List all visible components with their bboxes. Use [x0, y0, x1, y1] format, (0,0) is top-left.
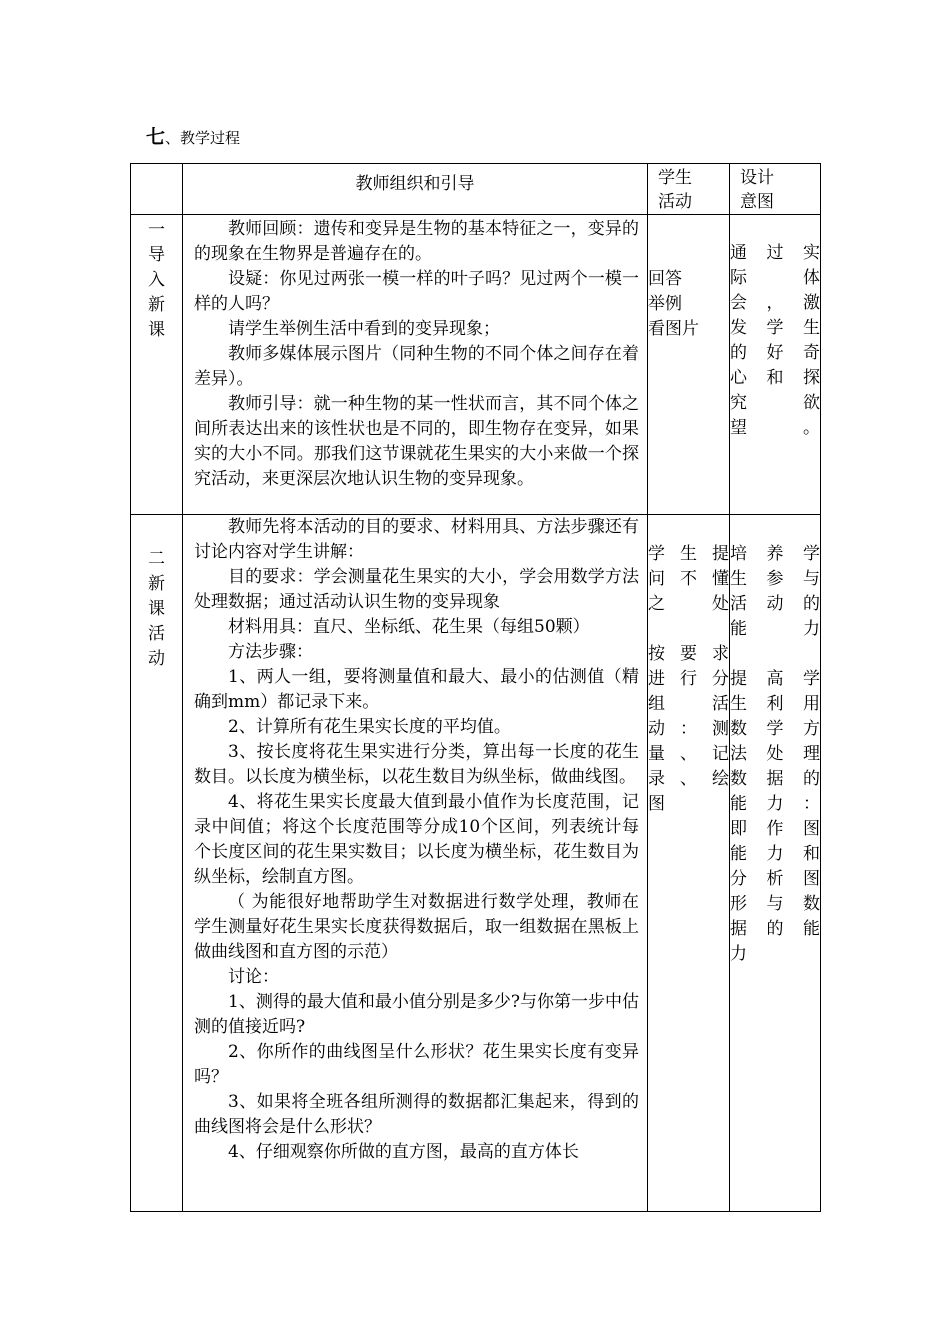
header-stage — [131, 164, 183, 215]
stage-char: 新 — [148, 574, 165, 594]
design-cell — [730, 215, 821, 515]
stage-char: 活 — [148, 624, 165, 644]
header-student — [648, 164, 730, 215]
design-line: 活动的 — [730, 594, 820, 614]
stage-char: 课 — [148, 320, 165, 340]
teacher-paragraph: 目的要求：学会测量花生果实的大小，学会用数学方法处理数据；通过活动认识生物的变异现象 — [194, 567, 639, 612]
design-line: 据的能 — [730, 919, 820, 939]
teacher-cell — [183, 215, 648, 515]
stage-cell — [131, 515, 183, 1212]
stage-char: 一 — [148, 220, 165, 240]
section-number: 七 — [146, 126, 166, 148]
design-line: 力 — [730, 944, 747, 964]
section-heading — [146, 126, 240, 149]
design-line: 数据的 — [730, 769, 820, 789]
student-line: 举例 — [648, 294, 682, 314]
header-student-line: 活动 — [658, 192, 692, 212]
design-cell — [730, 515, 821, 1212]
teacher-paragraph: 请学生举例生活中看到的变异现象； — [228, 319, 500, 339]
teacher-paragraph: 4、将花生果实长度最大值到最小值作为长度范围，记录中间值；将这个长度范围等分成10个区间，列表统计每个长度区间的花生果实数目；以长度为横坐标，花生数目为纵坐标，绘制直方图。 — [194, 792, 639, 887]
section-title: 、教学过程 — [165, 129, 241, 147]
design-line: 通过实 — [730, 243, 820, 263]
teacher-paragraph: 教师先将本活动的目的要求、材料用具、方法步骤还有讨论内容对学生讲解： — [194, 517, 639, 562]
teacher-paragraph: 教师回顾：遗传和变异是生物的基本特征之一，变异的的现象在生物界是普遍存在的。 — [194, 219, 639, 264]
design-line: 能力和 — [730, 844, 820, 864]
design-line: 法处理 — [730, 744, 820, 764]
table-row — [131, 515, 821, 1212]
student-line: 动：测 — [648, 719, 729, 739]
teaching-process-table — [130, 163, 821, 1212]
design-line: 际 体 — [730, 268, 820, 288]
teacher-paragraph: 3、如果将全班各组所测得的数据都汇集起来，得到的曲线图将会是什么形状？ — [194, 1092, 639, 1137]
teacher-paragraph: 1、两人一组，要将测量值和最大、最小的估测值（精确到mm）都记录下来。 — [194, 667, 639, 712]
stage-char: 导 — [148, 245, 165, 265]
stage-cell — [131, 215, 183, 515]
design-line: 心和探 — [730, 368, 820, 388]
header-design — [730, 164, 821, 215]
student-line: 组 活 — [648, 694, 729, 714]
stage-char: 课 — [148, 599, 165, 619]
student-line: 录、绘 — [648, 769, 729, 789]
teacher-paragraph: 3、按长度将花生果实进行分类，算出每一长度的花生数目。以长度为横坐标，以花生数目为纵坐标，做曲线图。 — [194, 742, 639, 787]
spacer — [648, 617, 729, 642]
teacher-paragraph: 2、计算所有花生果实长度的平均值。 — [228, 717, 511, 737]
header-student-line: 学生 — [658, 168, 692, 188]
student-line: 之处 — [648, 594, 729, 614]
design-line: 望。 — [730, 418, 820, 438]
table-header-row — [131, 164, 821, 215]
teacher-paragraph: 方法步骤： — [228, 642, 313, 662]
header-design-line: 设计 — [740, 168, 774, 188]
teacher-paragraph: 教师引导：就一种生物的某一性状而言，其不同个体之间所表达出来的该性状也是不同的，即生物存在变异，如果实的大小不同。那我们这节课就花生果实的大小来做一个探究活动，来更深层次地认识生物的变异现象。 — [194, 394, 639, 489]
teacher-paragraph: 设疑：你见过两张一模一样的叶子吗？见过两个一模一样的人吗？ — [194, 269, 639, 314]
design-line: 分析图 — [730, 869, 820, 889]
teacher-paragraph: 讨论： — [228, 967, 279, 987]
student-cell — [648, 215, 730, 515]
design-line: 即作图 — [730, 819, 820, 839]
header-design-line: 意图 — [740, 192, 774, 212]
design-line: 会，激 — [730, 293, 820, 313]
teacher-paragraph: 材料用具：直尺、坐标纸、花生果（每组50颗） — [228, 617, 590, 637]
design-line: 究 欲 — [730, 393, 820, 413]
stage-char: 动 — [148, 649, 165, 669]
table-row — [131, 215, 821, 515]
student-line: 按要求 — [648, 644, 729, 664]
design-line: 的好奇 — [730, 343, 820, 363]
design-line: 发学生 — [730, 318, 820, 338]
design-line: 提高学 — [730, 669, 820, 689]
student-line: 看图片 — [648, 319, 699, 339]
teacher-paragraph: 教师多媒体展示图片（同种生物的不同个体之间存在着差异）。 — [194, 344, 639, 389]
teacher-cell — [183, 515, 648, 1212]
student-line: 回答 — [648, 269, 682, 289]
teacher-paragraph: 2、你所作的曲线图呈什么形状？花生果实长度有变异吗？ — [194, 1042, 639, 1087]
student-line: 图 — [648, 794, 665, 814]
teacher-paragraph: 1、测得的最大值和最小值分别是多少?与你第一步中估测的值接近吗? — [194, 992, 639, 1037]
student-line: 问不懂 — [648, 569, 729, 589]
header-teacher: 教师组织和引导 — [183, 164, 648, 215]
design-line: 数学方 — [730, 719, 820, 739]
design-line: 生参与 — [730, 569, 820, 589]
student-line: 进行分 — [648, 669, 729, 689]
stage-char: 入 — [148, 270, 165, 290]
design-line: 能力： — [730, 794, 820, 814]
design-line: 能力 — [730, 619, 820, 639]
student-cell — [648, 515, 730, 1212]
stage-char: 二 — [148, 549, 165, 569]
student-line: 学生提 — [648, 544, 729, 564]
teacher-paragraph: 4、仔细观察你所做的直方图，最高的直方体长 — [228, 1142, 579, 1162]
design-line: 培养学 — [730, 544, 820, 564]
student-line: 量、记 — [648, 744, 729, 764]
spacer — [730, 642, 820, 667]
stage-char: 新 — [148, 295, 165, 315]
design-line: 生利用 — [730, 694, 820, 714]
design-line: 形与数 — [730, 894, 820, 914]
teacher-paragraph: （ 为能很好地帮助学生对数据进行数学处理，教师在学生测量好花生果实长度获得数据后，取一组数据在黑板上做曲线图和直方图的示范） — [194, 892, 639, 962]
